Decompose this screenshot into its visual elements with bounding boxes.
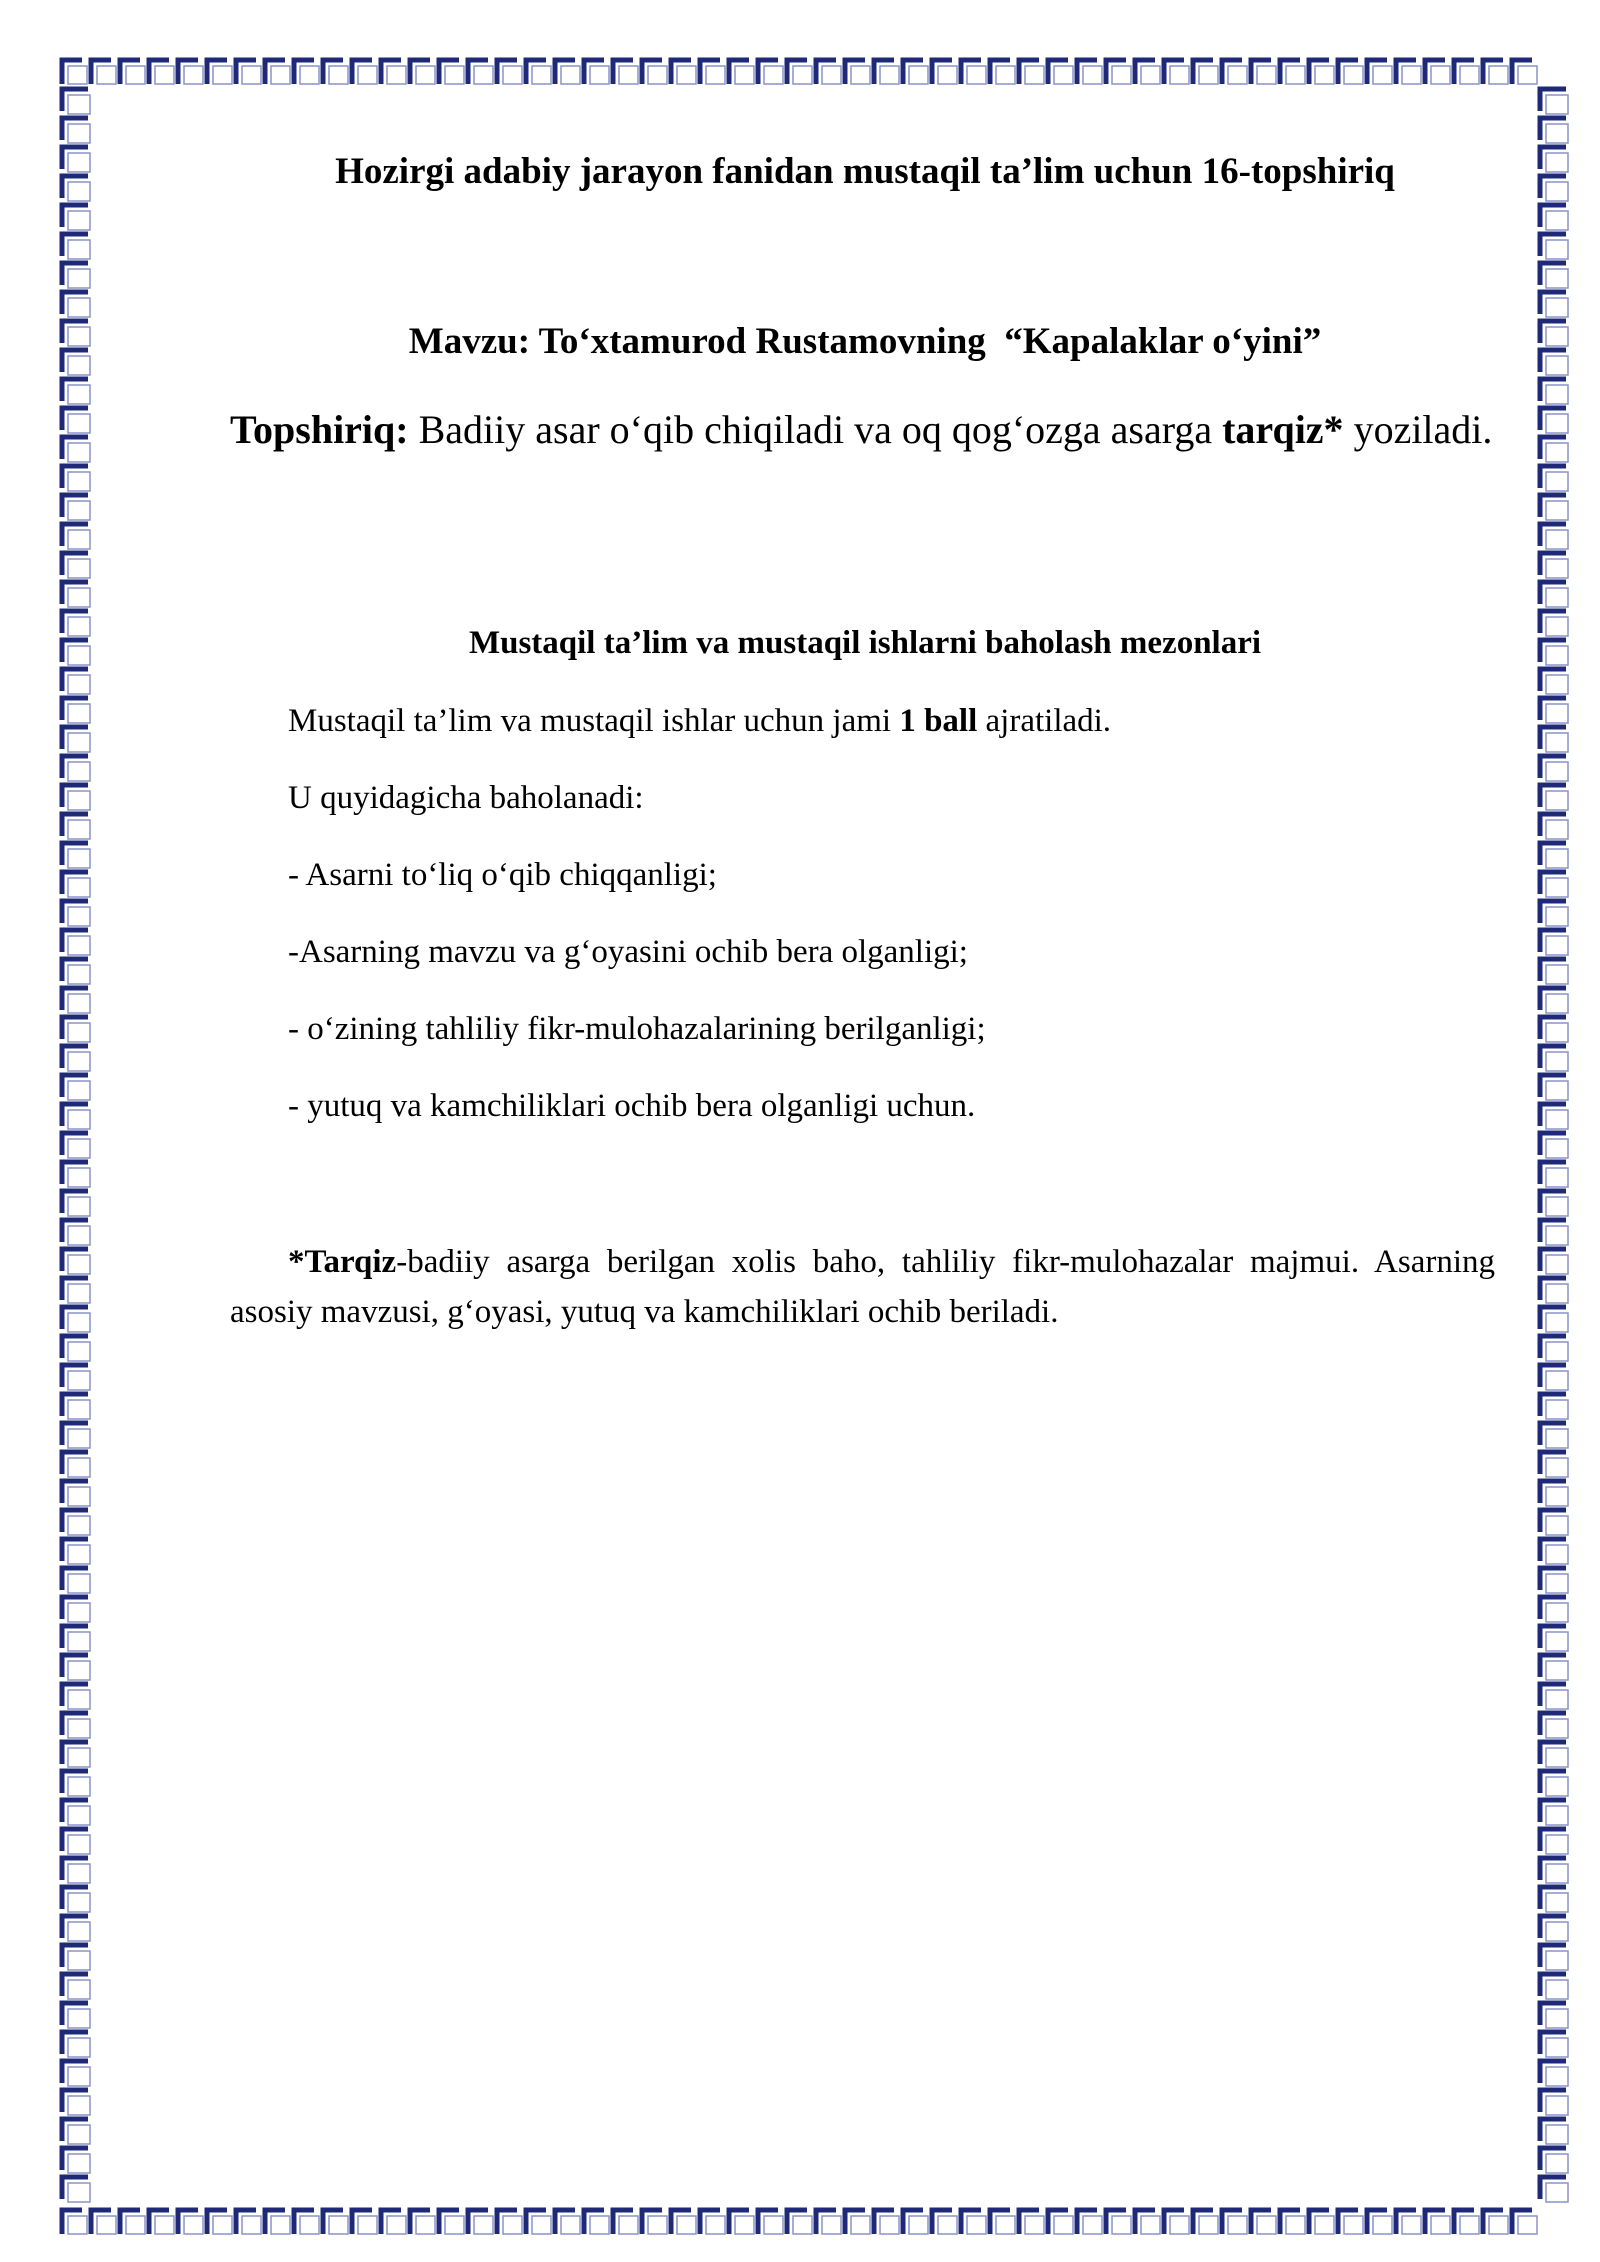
task-text-end: yoziladi. <box>1343 407 1493 452</box>
topic-line: Mavzu: To‘xtamurod Rustamovning “Kapalaklar o‘yini” <box>408 321 1322 362</box>
criteria-item: -Asarning mavzu va g‘oyasini ochib bera olganligi; <box>288 934 968 970</box>
border-pattern <box>62 60 1568 2234</box>
criteria-intro: U quyidagicha baholanadi: <box>288 780 644 816</box>
document-title: Hozirgi adabiy jarayon fanidan mustaqil ta’lim uchun 16-topshiriq <box>335 151 1395 192</box>
criteria-item: - o‘zining tahliliy fikr-mulohazalarining berilganligi; <box>288 1011 986 1047</box>
points-value: 1 ball <box>899 703 978 739</box>
criteria-points-line <box>288 703 1111 740</box>
criteria-item: - Asarni to‘liq o‘qib chiqqanligi; <box>288 857 717 893</box>
footnote-term: *Tarqiz <box>288 1244 397 1280</box>
points-suffix: ajratiladi. <box>977 703 1112 739</box>
task-paragraph <box>230 402 1495 458</box>
criteria-item: - yutuq va kamchiliklari ochib bera olganligi uchun. <box>288 1088 976 1124</box>
criteria-heading: Mustaqil ta’lim va mustaqil ishlarni baholash mezonlari <box>468 625 1262 661</box>
task-text: Badiiy asar o‘qib chiqiladi va oq qog‘ozga asarga <box>408 407 1223 452</box>
points-prefix: Mustaqil ta’lim va mustaqil ishlar uchun jami <box>288 703 900 739</box>
task-label: Topshiriq: <box>230 407 409 452</box>
footnote-paragraph <box>230 1237 1495 1337</box>
task-keyword: tarqiz* <box>1222 407 1344 452</box>
footnote-definition: -badiiy asarga berilgan xolis baho, tahliliy fikr-mulohazalar majmui. Asarning asosiy mavzusi, g‘oyasi, yutuq va kamchiliklari ochib beriladi. <box>230 1244 1495 1330</box>
